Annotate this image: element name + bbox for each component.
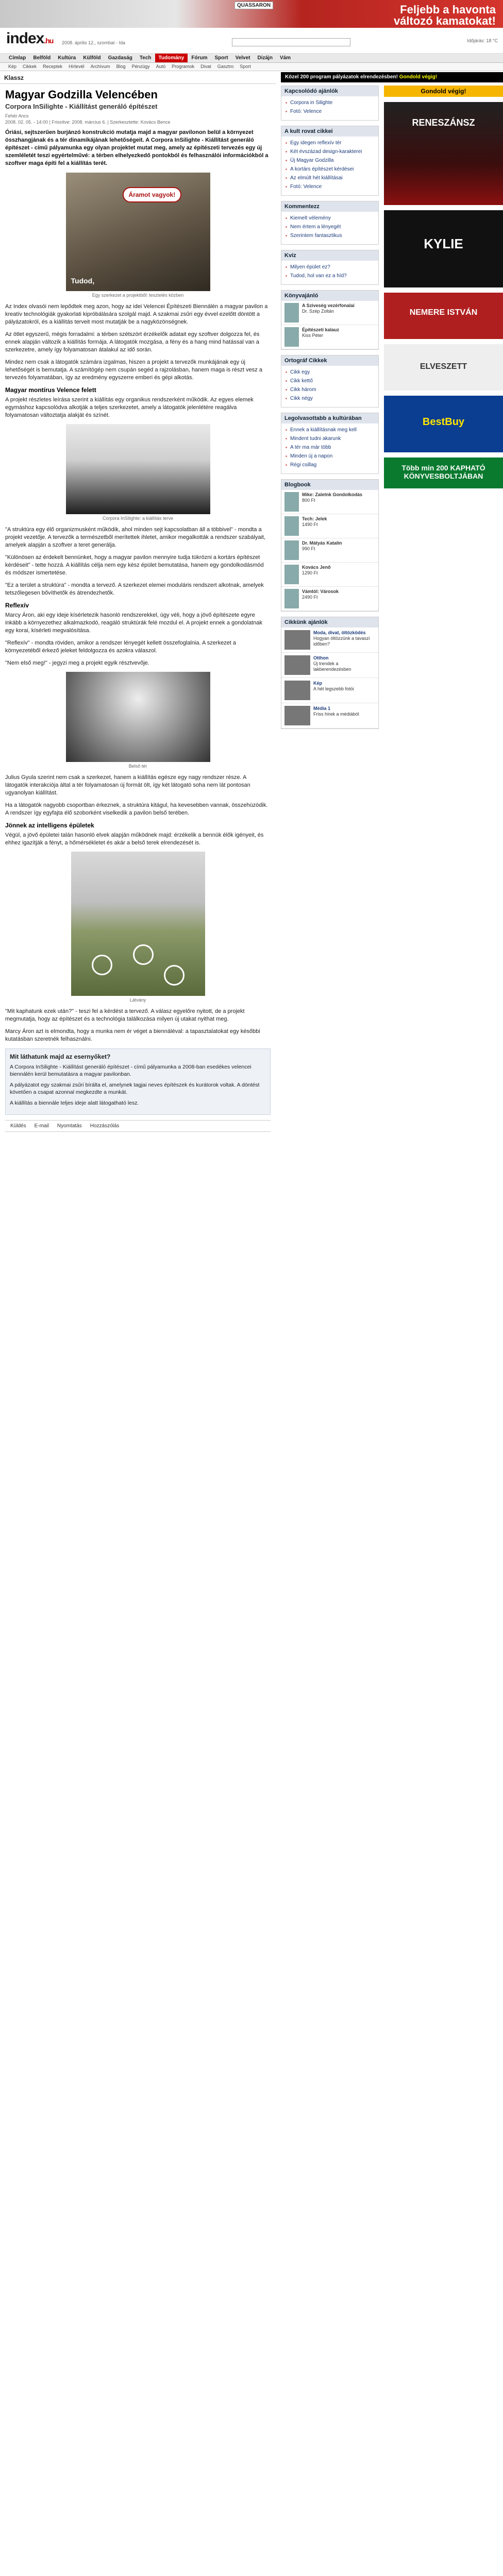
sidebar-link[interactable]: ▪ Kiemelt vélemény — [286, 215, 374, 222]
nav-item[interactable]: Belföld — [33, 55, 51, 61]
header-date: 2008. április 12., szombat - Ida — [62, 40, 126, 45]
recommend-text — [313, 706, 359, 725]
ad-line2: változó kamatokat! — [393, 14, 496, 27]
share-link[interactable]: Nyomtatás — [57, 1123, 82, 1129]
paragraph: Az Index olvasói nem lepődtek meg azon, hogy az idei Velencei Építészeti Biennálén a magyar pavilon a kreatív technológiák gyakorlati kipróbálására szolgál majd. A szakmai zsűri egy évvel ezelőtt döntött a pályázatokról, és a kiállítás terveit most mutatják be a nagyközönségnek. — [5, 303, 268, 325]
sidebar-link[interactable]: ▪ Minden új a napon — [286, 453, 374, 460]
ad-kylie[interactable]: KYLIE — [384, 210, 503, 287]
book-title: Dr. Mátyás Katalin — [302, 540, 342, 546]
book-price: 800 Ft — [302, 498, 315, 503]
book-author: Dr. Szép Zoltán — [302, 309, 334, 314]
paragraph: Mindez nem csak a látogatók számára izgalmas, hiszen a projekt a tervezők munkájának egy új lehetőségét is bemutatja. A számítógép nem csupán segéd a rajzolásban, hanem maga is részt vesz a tervezés folyamatában, így az eredmény egyszerre emberi és gépi alkotás. — [5, 359, 262, 381]
nav-item[interactable]: Tudomány — [155, 54, 188, 62]
figure-3 — [5, 672, 271, 769]
nav-item[interactable]: Velvet — [235, 55, 250, 61]
ad-brand: QUASSARON — [234, 2, 273, 9]
recommend-thumb — [284, 681, 310, 700]
sidebar-link[interactable]: ▪ Szerintem fantasztikus — [286, 232, 374, 240]
comments-box: Kommentezz ▪ Kiemelt vélemény ▪ Nem értem a lényegét ▪ Szerintem fantasztikus — [281, 201, 379, 245]
nav-item[interactable]: Dizájn — [257, 55, 273, 61]
nav-item[interactable]: Tech — [139, 55, 152, 61]
article-title: Magyar Godzilla Velencében — [5, 88, 158, 101]
nav-item[interactable]: Kultúra — [58, 55, 76, 61]
quiz-box: Kvíz ▪ Milyen épület ez? ▪ Tudod, hol van ez a híd? — [281, 250, 379, 285]
recommend-text — [313, 655, 375, 675]
image-speech-bubble: Áramot vagyok! — [123, 187, 182, 202]
sidebar-link[interactable]: ▪ Cikk három — [286, 386, 374, 394]
book-cover — [284, 327, 299, 347]
article-meta: 2008. 02. 05. - 14:00 | Frissítve: 2008. március 6. | Szerkesztette: Kovács Bence — [5, 120, 171, 125]
recommend-item[interactable] — [281, 628, 378, 653]
sidebar — [281, 86, 379, 734]
share-link[interactable]: Küldés — [10, 1123, 26, 1129]
info-box — [5, 1048, 271, 1115]
section-heading: Jönnek az intelligens épületek — [5, 822, 94, 829]
article-author[interactable]: Fehér Ancs — [5, 113, 29, 118]
nav-item[interactable]: Sport — [214, 55, 228, 61]
most-read-box: Legolvasottabb a kultúrában ▪ Ennek a kiállításnak meg kell ▪ Mindent tudni akarunk ▪ A tér ma már több ▪ Minden új a napon ▪ Régi csillag — [281, 413, 379, 474]
sidebar-link[interactable]: ▪ A kortárs építészet kérdései — [286, 166, 374, 173]
article — [0, 88, 276, 1132]
nav-item[interactable]: Fórum — [191, 55, 208, 61]
recommend-desc: Új trendek a lakberendezésben — [313, 661, 351, 672]
recommend-item[interactable] — [281, 678, 378, 703]
article-image-2[interactable] — [66, 424, 210, 514]
recommend-title: Kép — [313, 681, 323, 686]
book-text — [302, 565, 331, 584]
sidebar-link[interactable]: ▪ Az elmúlt hét kiállításai — [286, 175, 374, 182]
sidebar-link[interactable]: ▪ Mindent tudni akarunk — [286, 435, 374, 443]
book-cover — [284, 540, 299, 560]
sidebar-link[interactable]: ▪ Cikk négy — [286, 395, 374, 402]
paragraph: "Mit kaphatunk ezek után?" - teszi fel a kérdést a tervező. A válasz egyelőre nyitott, de a projekt megmutatja, hogy az építészet és a technológia találkozása milyen új utakat nyithat meg. — [5, 1008, 245, 1022]
nav-item[interactable]: Vám — [279, 55, 291, 61]
book-price: 1290 Ft — [302, 570, 318, 575]
book-cover — [284, 565, 299, 584]
ad-nemere[interactable]: NEMERE ISTVÁN — [384, 293, 503, 339]
paragraph: A projekt részletes leírása szerint a kiállítás egy organikus rendszerként működik. Az egyes elemek egymáshoz kapcsolódva alkotják a teljes szerkezetet, amely a látogatók jelenlétére reagálva folyamatosan változtatja alakját és színét. — [5, 397, 254, 418]
recommend-desc: A hét legszebb fotói — [313, 686, 354, 691]
recommend-item[interactable] — [281, 703, 378, 728]
recommend-thumb — [284, 706, 310, 725]
sidebar-link[interactable]: ▪ Corpora in Silighte — [286, 99, 374, 107]
share-bar — [5, 1120, 271, 1132]
book-item[interactable] — [281, 325, 378, 349]
book-title: A Sziveség vezérfonalai — [302, 303, 355, 308]
main-column — [0, 72, 276, 1137]
sidebar-link[interactable]: ▪ Fotó: Velence — [286, 183, 374, 191]
sidebar-link[interactable]: ▪ A tér ma már több — [286, 444, 374, 451]
subnav-item[interactable]: Autó — [156, 64, 166, 69]
friss-box: A kult rovat cikkei ▪ Egy idegen reflexív tér ▪ Két évszázad design-karakterei ▪ Új Magyar Godzilla ▪ A kortárs építészet kérdései ▪ Az elmúlt hét kiállításai ▪ Fotó: Velence — [281, 126, 379, 196]
recommend-item[interactable] — [281, 653, 378, 678]
book-text — [302, 492, 362, 512]
figure-1 — [5, 173, 271, 298]
ad-bestbuy[interactable]: BestBuy — [384, 396, 503, 452]
subnav-item[interactable]: Cikkek — [23, 64, 37, 69]
sidebar-link[interactable]: ▪ Cikk kettő — [286, 378, 374, 385]
blogbook-item[interactable] — [281, 514, 378, 538]
book-cover — [284, 516, 299, 536]
recommend-desc: Hogyan öltözzünk a tavaszi időben? — [313, 636, 370, 647]
info-paragraph: A pályázatot egy szakmai zsűri bírálta el, amelynek tagjai neves építészek és kurátorok voltak. A döntést követően a csapat azonnal megkezdte a munkát. — [10, 1082, 260, 1095]
subnav-item[interactable]: Kép — [8, 64, 17, 69]
paragraph: Julius Gyula szerint nem csak a szerkezet, hanem a kiállítás egésze egy nagy rendszer része. A látogatók interakciója által a tér folyamatosan új formát ölt, így két látogató soha nem lát pontosan ugyanolyan kiállítást. — [5, 774, 250, 796]
book-title: Vámtól: Városok — [302, 589, 339, 594]
blogbook-item[interactable] — [281, 538, 378, 563]
subnav-item[interactable]: Hírlevél — [69, 64, 85, 69]
blogbook-item[interactable] — [281, 587, 378, 611]
sidebar-link[interactable]: ▪ Új Magyar Godzilla — [286, 157, 374, 164]
book-cover — [284, 589, 299, 608]
subnav-item[interactable]: Receptek — [43, 64, 63, 69]
image-caption: Corpora InSilighte: a kiállítás terve — [102, 516, 174, 521]
section-heading: Magyar montírus Velence felett — [5, 386, 96, 394]
article-lead: Óriási, sejtszerűen burjánzó konstrukció mutatja majd a magyar pavilonon belül a környezet összhangjának és a tér dinamikájának lehetőségeit. A Corpora InSilighte - Kiállítást generáló építészet - című pályamunka egy olyan projektet mutat meg, amely az építészeti tervezés egy új szemléletét teszi egyértelművé: a térben elhelyezkedő pontokból és felhasználói információkból a szoftver maga építi fel a kiállítás terét. — [5, 129, 269, 166]
nav-item[interactable]: Címlap — [9, 55, 26, 61]
figure-2 — [5, 424, 271, 521]
book-text — [302, 327, 339, 347]
ad-reneszansz[interactable]: RENESZÁNSZ — [384, 102, 503, 205]
recommend-desc: Friss hírek a médiából — [313, 711, 359, 717]
section-heading: Reflexív — [5, 602, 29, 609]
nav-item[interactable]: Külföld — [83, 55, 101, 61]
subnav-item[interactable]: Pénzügy — [131, 64, 150, 69]
subnav-item[interactable]: Divat — [200, 64, 211, 69]
book-title: Kovács Jenő — [302, 565, 331, 570]
paragraph: Marcy Áron, aki egy ideje kísérletezik hasonló rendszerekkel, úgy véli, hogy a jövő építészete egyre inkább a környezethez alkalmazkodó, reagáló struktúrák felé mozdul el. A projekt ennek a gondolatnak egy korai, kísérleti megvalósítása. — [5, 612, 262, 634]
ad-elveszett[interactable]: ELVESZETT — [384, 344, 503, 391]
paragraph: "Különösen az érdekelt bennünket, hogy a magyar pavilon mennyire tudja tükrözni a kortárs építészet kérdéseit" - tette hozzá. A kiállítás célja nem egy kész épület bemutatása, hanem egy gondolkodásmód és módszer ismertetése. — [5, 554, 264, 576]
sidebar-link[interactable]: ▪ Cikk egy — [286, 369, 374, 376]
sidebar-link[interactable]: ▪ Régi csillag — [286, 462, 374, 469]
paragraph: "Ez a terület a struktúra" - mondta a tervező. A szerkezet elemei moduláris rendszert alkotnak, amelyek tetszőlegesen bővíthetők és átrendezhetők. — [5, 582, 264, 596]
ad-gondold[interactable]: Gondold végig! — [384, 86, 503, 97]
recommend-title: Moda, divat, öltözködés — [313, 630, 366, 635]
book-author: Kiss Péter — [302, 333, 324, 338]
header-weather: Időjárás: 18 °C — [467, 38, 498, 43]
recommend-title: Otthon — [313, 655, 329, 660]
book-text — [302, 516, 327, 536]
paragraph: Az ötlet egyszerű, mégis forradalmi: a térben szétszórt érzékelők adatait egy szoftver dolgozza fel, és ennek alapján változik a kiállítás formája. A látogatók mozgása, a fény és a hang mind hatással van a szerkezetre, amely így folyamatosan átalakul az idő során. — [5, 331, 260, 353]
info-paragraph: A kiállítás a biennále teljes ideje alatt látogatható lesz. — [10, 1100, 139, 1106]
article-image-1[interactable] — [66, 173, 210, 291]
share-link[interactable]: Hozzászólás — [90, 1123, 120, 1129]
recommend-text — [313, 681, 354, 700]
nav-item[interactable]: Gazdaság — [108, 55, 132, 61]
site-header — [0, 28, 503, 54]
ad-column — [384, 86, 503, 494]
sidebar-link[interactable]: ▪ Fotó: Velence — [286, 108, 374, 115]
book-text — [302, 540, 342, 560]
book-item[interactable] — [281, 301, 378, 325]
subnav-item[interactable]: Gasztro — [217, 64, 234, 69]
paragraph: "Nem első meg!" - jegyzi meg a projekt egyik résztvevője. — [5, 660, 149, 666]
book-text — [302, 589, 339, 608]
paragraph: Ha a látogatók nagyobb csoportban érkeznek, a struktúra kitágul, ha kevesebben vannak, összehúzódik. A rendszer így egyfajta élő szoborként viselkedik a pavilon belső terében. — [5, 802, 268, 816]
promo-banner[interactable]: Közel 200 program pályázatok elrendezésben! Gondold végig! — [281, 72, 503, 82]
article-image-4[interactable] — [71, 852, 205, 996]
subnav-item[interactable]: Programok — [172, 64, 195, 69]
sidebar-link[interactable]: ▪ Milyen épület ez? — [286, 264, 374, 271]
ortogra-box: Ortográf Cikkek ▪ Cikk egy ▪ Cikk kettő ▪ Cikk három ▪ Cikk négy — [281, 355, 379, 408]
image-caption: Látvány — [129, 997, 146, 1003]
book-title: Mike: Zaletnk Gondolkodás — [302, 492, 363, 497]
image-caption: Egy szerkezet a projektből: tesztelés közben — [92, 293, 184, 298]
sub-nav — [0, 63, 503, 71]
ad-tobb[interactable]: Több min 200 KAPHATÓ KÖNYVESBOLTJÁBAN — [384, 457, 503, 488]
paragraph: Marcy Áron azt is elmondta, hogy a munka nem ér véget a biennáléval: a tapasztalatokat egy későbbi kutatásban szeretnék felhasználni. — [5, 1028, 260, 1042]
sidebar-link[interactable]: ▪ Tudod, hol van ez a híd? — [286, 273, 374, 280]
article-recommend-box: Cikkünk ajánlók Moda, divat, öltözködés Hogyan öltözzünk a tavaszi időben? Otthon Új trendek a lakberendezésben Kép A hét legszebb fotói Média 1 Friss hírek a médiából — [281, 617, 379, 729]
blogbook-box: Blogbook Mike: Zaletnk Gondolkodás 800 Ft Tech: Jelek 1490 Ft Dr. Mátyás Katalin 990 Ft Kovács Jenő 1290 Ft Vámtól: Városok 2490 Ft — [281, 479, 379, 612]
book-title: Tech: Jelek — [302, 516, 327, 521]
book-text — [302, 303, 355, 323]
paragraph: "A struktúra egy élő organizmusként működik, ahol minden sejt kapcsolatban áll a többivel" - mondta a projekt vezetője. A tervezők a természetből merítettek ihletet, amikor megalkották a rendszer szabályait, amelyek alapján a szoftver a teret generálja. — [5, 527, 266, 548]
share-link[interactable]: E-mail — [34, 1123, 49, 1129]
figure-4 — [5, 852, 271, 1003]
recommend-title: Média 1 — [313, 706, 331, 711]
subnav-item[interactable]: Blog — [116, 64, 126, 69]
image-caption: Belső tér — [128, 764, 147, 769]
related-box: Kapcsolódó ajánlók ▪ Corpora in Silighte ▪ Fotó: Velence — [281, 86, 379, 121]
blogbook-item[interactable] — [281, 490, 378, 514]
recommend-text — [313, 630, 375, 650]
book-price: 1490 Ft — [302, 522, 318, 527]
subnav-item[interactable]: Sport — [240, 64, 251, 69]
paragraph: "Reflexív" - mondta röviden, amikor a rendszer lényegét kellett összefoglalnia. A szerkezet a környezetéből érkező jeleket feldolgozza és azokra válaszol. — [5, 640, 237, 654]
book-recommend-box: Könyvajánló A Sziveség vezérfonalai Dr. Szép Zoltán Építészeti kalauz Kiss Péter — [281, 290, 379, 350]
paragraph: Végül, a jövő épületei talán hasonló elvek alapján működnek majd: érzékelik a bennük élők igényeit, és ehhez igazítják a fényt, a hőmérsékletet és akár a belső terek elrendezését is. — [5, 832, 264, 846]
book-cover — [284, 303, 299, 323]
info-box-title: Mit láthatunk majd az esernyőket? — [10, 1053, 111, 1060]
top-ad-banner[interactable] — [0, 0, 503, 28]
section-title: Klassz — [0, 72, 276, 84]
image-label: Tudod, — [71, 277, 95, 285]
recommend-thumb — [284, 630, 310, 650]
main-nav — [0, 54, 503, 63]
recommend-thumb — [284, 655, 310, 675]
book-title: Építészeti kalauz — [302, 327, 340, 332]
article-subtitle: Corpora InSilighte - Kiállítást generáló építészet — [5, 103, 158, 110]
sidebar-link[interactable]: ▪ Ennek a kiállításnak meg kell — [286, 427, 374, 434]
sidebar-link[interactable]: ▪ Egy idegen reflexív tér — [286, 140, 374, 147]
book-price: 990 Ft — [302, 546, 315, 551]
book-price: 2490 Ft — [302, 595, 318, 600]
subnav-item[interactable]: Archívum — [90, 64, 110, 69]
sidebar-link[interactable]: ▪ Két évszázad design-karakterei — [286, 148, 374, 156]
search-input[interactable] — [232, 38, 350, 46]
book-cover — [284, 492, 299, 512]
blogbook-item[interactable] — [281, 563, 378, 587]
sidebar-link[interactable]: ▪ Nem értem a lényegét — [286, 224, 374, 231]
ad-line1: Feljebb a havonta — [400, 3, 496, 16]
index-logo[interactable]: index.hu — [6, 30, 54, 47]
article-image-3[interactable] — [66, 672, 210, 762]
info-paragraph: A Corpora InSilighte - Kiállítást generáló építészet - című pályamunka a 2008-ban esedékes velencei biennálén kerül bemutatásra a magyar pavilonban. — [10, 1064, 252, 1077]
